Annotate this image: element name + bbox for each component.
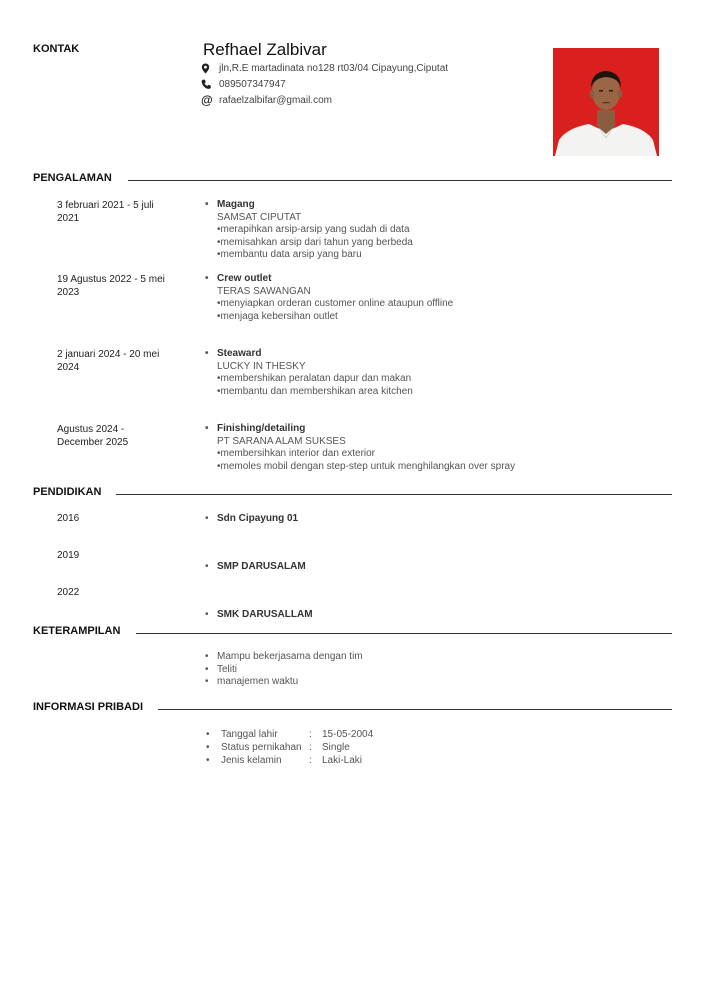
job-detail: •membershikan peralatan dapur dan makan [217,373,412,385]
personal-info-heading: INFORMASI PRIBADI [33,701,143,713]
job-detail: •merapihkan arsip-arsip yang sudah di data [217,224,410,236]
experience-rule [128,180,672,181]
school-name: • SMK DARUSALLAM [217,609,706,620]
info-value: Laki-Laki [322,755,363,766]
job-detail: •membantu data arsip yang baru [217,249,362,261]
experience-heading: PENGALAMAN [33,172,112,184]
person-name: Refhael Zalbivar [203,40,327,59]
location-pin-icon [201,63,215,74]
education-year: 2019 [57,550,80,561]
email-line [201,93,332,107]
skill-item: • Mampu bekerjasama dengan tim [217,651,363,664]
experience-entry [217,199,413,262]
job-title: • Finishing/detailing [217,423,515,436]
contact-heading: KONTAK [33,43,80,55]
info-separator: : [309,742,312,753]
company-name: SAMSAT CIPUTAT [217,211,302,223]
profile-photo [553,48,659,156]
at-sign-icon: @ [201,93,213,107]
personal-info-list [221,728,373,767]
phone-icon [201,79,215,90]
experience-entry [217,423,515,473]
education-year: 2016 [57,513,80,524]
job-detail: •menjaga kebersihan outlet [217,310,338,322]
info-value: 15-05-2004 [322,729,374,740]
info-label: • Jenis kelamin [221,755,282,766]
education-year: 2022 [57,587,80,598]
education-heading: PENDIDIKAN [33,486,102,498]
company-name: PT SARANA ALAM SUKSES [217,435,346,447]
info-separator: : [309,755,312,766]
experience-date: 2 januari 2024 - 20 mei 2024 [57,349,160,373]
job-title: • Crew outlet [217,273,453,286]
phone-text: 089507347947 [219,78,286,90]
phone-line [201,77,286,91]
experience-date: Agustus 2024 - December 2025 [57,424,129,448]
info-label: • Tanggal lahir [221,729,278,740]
experience-date: 19 Agustus 2022 - 5 mei 2023 [57,274,165,298]
company-name: TERAS SAWANGAN [217,285,311,297]
info-value: Single [322,742,350,753]
address-text: jln,R.E martadinata no128 rt03/04 Cipayung,Ciputat [219,62,449,74]
experience-entry [217,273,453,323]
job-detail: •menyiapkan orderan customer online ataupun offline [217,298,454,310]
skill-item: • manajemen waktu [217,676,363,689]
company-name: LUCKY IN THESKY [217,360,306,372]
job-title: • Steaward [217,348,413,361]
skills-rule [136,633,672,634]
education-rule [116,494,672,495]
job-title: • Magang [217,199,413,212]
skill-item: • Teliti [217,664,363,677]
skills-heading: KETERAMPILAN [33,625,121,637]
school-name: • SMP DARUSALAM [217,561,706,572]
info-label: • Status pernikahan [221,742,302,753]
skills-list [217,651,363,689]
info-separator: : [309,729,312,740]
address-line [201,61,448,75]
personal-info-row [221,728,373,741]
experience-date: 3 februari 2021 - 5 juli 2021 [57,200,154,224]
job-detail: •memoles mobil dengan step-step untuk menghilangkan over spray [217,460,516,472]
personal-info-rule [158,709,672,710]
personal-info-row [221,754,373,767]
school-name: • Sdn Cipayung 01 [217,513,706,524]
job-detail: •membersihkan interior dan exterior [217,448,376,460]
email-text: rafaelzalbifar@gmail.com [219,94,332,106]
experience-entry [217,348,413,398]
personal-info-row [221,741,373,754]
job-detail: •memisahkan arsip dari tahun yang berbeda [217,236,413,248]
job-detail: •membantu dan membershikan area kitchen [217,385,413,397]
